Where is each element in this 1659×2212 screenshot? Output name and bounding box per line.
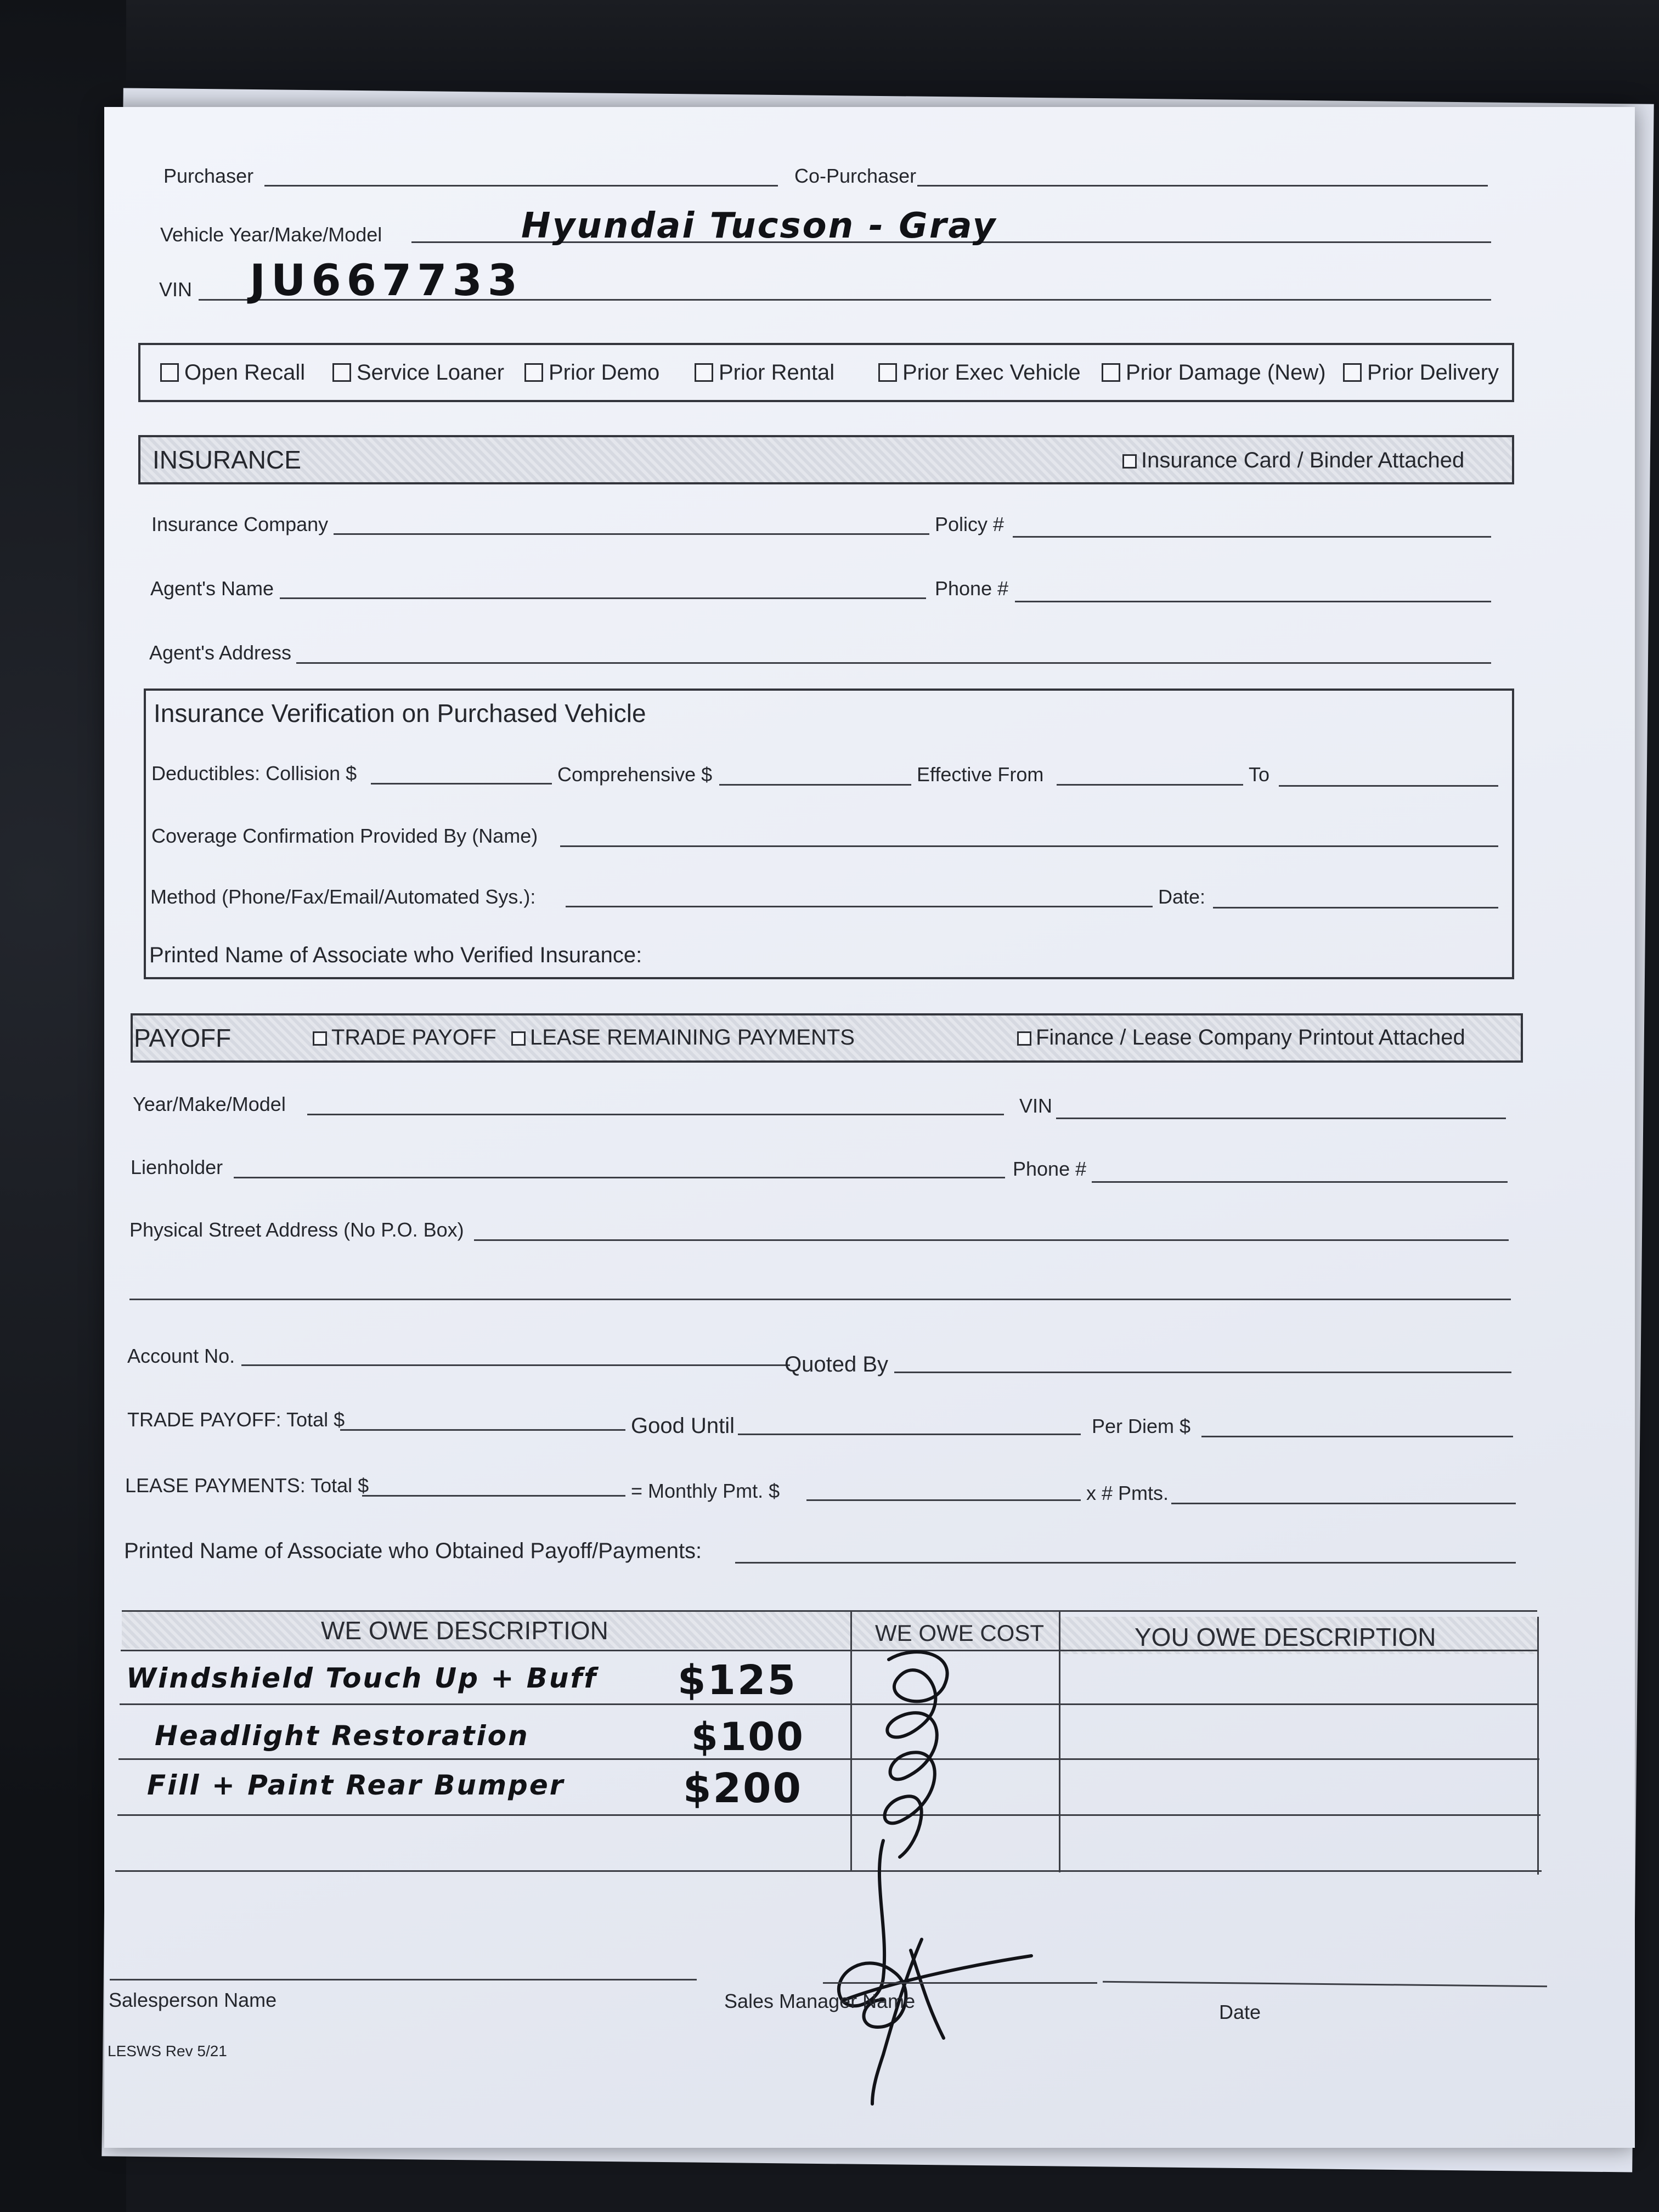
trade-payoff-checkbox[interactable]: TRADE PAYOFF [313, 1025, 496, 1050]
owe-row-1-description: Windshield Touch Up + Buff [126, 1662, 597, 1694]
per-diem-label: Per Diem $ [1092, 1415, 1191, 1437]
we-owe-description-header: WE OWE DESCRIPTION [321, 1616, 608, 1645]
method-label: Method (Phone/Fax/Email/Automated Sys.): [150, 885, 536, 908]
payoff-title: PAYOFF [134, 1024, 232, 1052]
lienholder-line[interactable] [234, 1177, 1005, 1178]
checkbox-icon[interactable] [313, 1031, 327, 1046]
agent-address-label: Agent's Address [149, 641, 292, 664]
verification-title: Insurance Verification on Purchased Vehicle [154, 699, 646, 727]
insurance-company-line[interactable] [334, 533, 929, 535]
agent-phone-label: Phone # [935, 577, 1009, 600]
insurance-company-label: Insurance Company [151, 513, 329, 535]
we-owe-cost-header: WE OWE COST [875, 1620, 1044, 1646]
lienholder-label: Lienholder [131, 1156, 223, 1178]
lease-total-line[interactable] [362, 1495, 625, 1497]
method-line[interactable] [566, 906, 1153, 907]
quoted-by-label: Quoted By [785, 1352, 889, 1376]
quoted-by-line[interactable] [894, 1372, 1511, 1373]
table-top-line [122, 1610, 1537, 1612]
lienholder-phone-line[interactable] [1092, 1181, 1508, 1183]
payoff-ymm-label: Year/Make/Model [133, 1093, 286, 1115]
per-diem-line[interactable] [1201, 1436, 1513, 1437]
you-owe-description-header: YOU OWE DESCRIPTION [1135, 1623, 1436, 1651]
verification-date-label: Date: [1158, 885, 1206, 908]
payoff-ymm-line[interactable] [307, 1114, 1004, 1115]
owe-row-2-description: Headlight Restoration [155, 1720, 529, 1752]
effective-from-line[interactable] [1057, 784, 1243, 786]
monthly-pmt-line[interactable] [806, 1499, 1081, 1501]
lease-remaining-checkbox[interactable]: LEASE REMAINING PAYMENTS [511, 1025, 855, 1050]
co-purchaser-label: Co-Purchaser [794, 165, 917, 187]
pmts-line[interactable] [1171, 1503, 1516, 1504]
checkbox-icon[interactable] [1102, 363, 1120, 382]
service-loaner-checkbox[interactable]: Service Loaner [332, 360, 504, 385]
vehicle-handwritten: Hyundai Tucson - Gray [521, 206, 997, 246]
coverage-label: Coverage Confirmation Provided By (Name) [151, 825, 538, 847]
owe-row-3-description: Fill + Paint Rear Bumper [147, 1769, 565, 1801]
comprehensive-line[interactable] [719, 784, 911, 786]
open-recall-checkbox[interactable]: Open Recall [160, 360, 305, 385]
lienholder-phone-label: Phone # [1013, 1158, 1087, 1180]
checkbox-icon[interactable] [524, 363, 543, 382]
we-owe-form [104, 107, 1635, 2148]
trade-total-line[interactable] [340, 1429, 625, 1431]
owe-row-1-cost: $125 [678, 1657, 797, 1704]
pmts-label: x # Pmts. [1086, 1482, 1169, 1504]
agent-name-label: Agent's Name [150, 577, 274, 600]
vehicle-status-checkboxes [138, 343, 1514, 402]
comprehensive-label: Comprehensive $ [557, 763, 713, 786]
street-address-line-2[interactable] [129, 1299, 1511, 1300]
checkbox-icon[interactable] [878, 363, 897, 382]
owe-row-3-cost: $200 [683, 1765, 803, 1812]
checkbox-icon[interactable] [1017, 1031, 1031, 1046]
checkbox-icon[interactable] [695, 363, 713, 382]
checkbox-icon[interactable] [511, 1031, 526, 1046]
policy-line[interactable] [1013, 536, 1491, 538]
lease-total-label: LEASE PAYMENTS: Total $ [125, 1474, 369, 1497]
insurance-verification-box [144, 689, 1514, 979]
form-revision: LESWS Rev 5/21 [108, 2042, 227, 2059]
insurance-header [138, 435, 1514, 484]
coverage-line[interactable] [560, 845, 1498, 847]
prior-delivery-checkbox[interactable]: Prior Delivery [1343, 360, 1499, 385]
to-line[interactable] [1279, 785, 1498, 787]
verified-associate-label: Printed Name of Associate who Verified Insurance: [149, 943, 642, 967]
to-label: To [1249, 763, 1270, 786]
checkbox-icon[interactable] [160, 363, 179, 382]
agent-name-line[interactable] [280, 597, 926, 599]
collision-line[interactable] [371, 783, 552, 785]
prior-exec-vehicle-checkbox[interactable]: Prior Exec Vehicle [878, 360, 1081, 385]
account-label: Account No. [127, 1345, 235, 1367]
owe-row-2-cost: $100 [691, 1714, 805, 1759]
printout-attached-checkbox[interactable]: Finance / Lease Company Printout Attached [1017, 1025, 1465, 1050]
street-address-line[interactable] [474, 1239, 1509, 1241]
monthly-pmt-label: = Monthly Pmt. $ [631, 1480, 780, 1502]
manager-line[interactable] [823, 1982, 1097, 1984]
salesperson-label: Salesperson Name [109, 1989, 277, 2011]
trade-total-label: TRADE PAYOFF: Total $ [127, 1408, 345, 1431]
agent-address-line[interactable] [296, 662, 1491, 664]
payoff-associate-line[interactable] [735, 1562, 1516, 1564]
co-purchaser-line[interactable] [917, 185, 1488, 187]
purchaser-label: Purchaser [163, 165, 254, 187]
footer-date-label: Date [1219, 2001, 1261, 2023]
date-line[interactable] [1103, 1981, 1547, 1987]
street-address-label: Physical Street Address (No P.O. Box) [129, 1218, 464, 1241]
agent-phone-line[interactable] [1015, 601, 1491, 602]
manager-label: Sales Manager Name [724, 1990, 916, 2012]
salesperson-line[interactable] [110, 1979, 697, 1980]
payoff-associate-label: Printed Name of Associate who Obtained Payoff/Payments: [124, 1539, 702, 1563]
collision-label: Deductibles: Collision $ [151, 762, 357, 785]
insurance-card-checkbox[interactable]: Insurance Card / Binder Attached [1122, 448, 1464, 473]
vin-label: VIN [159, 278, 193, 301]
good-until-line[interactable] [738, 1434, 1081, 1435]
prior-damage-checkbox[interactable]: Prior Damage (New) [1102, 360, 1326, 385]
account-line[interactable] [241, 1364, 790, 1366]
purchaser-line[interactable] [264, 185, 778, 187]
vin-handwritten: JU667733 [250, 256, 523, 306]
payoff-vin-line[interactable] [1056, 1118, 1506, 1119]
effective-from-label: Effective From [917, 763, 1044, 786]
table-col-line-3 [1537, 1617, 1539, 1875]
prior-demo-checkbox[interactable]: Prior Demo [524, 360, 659, 385]
good-until-label: Good Until [631, 1414, 735, 1438]
checkbox-icon[interactable] [332, 363, 351, 382]
policy-label: Policy # [935, 513, 1005, 535]
vehicle-label: Vehicle Year/Make/Model [160, 223, 382, 246]
checkbox-icon[interactable] [1122, 454, 1137, 469]
payoff-header [131, 1013, 1523, 1063]
manager-signature-scribble [779, 1621, 1130, 2131]
checkbox-icon[interactable] [1343, 363, 1362, 382]
insurance-title: INSURANCE [153, 445, 301, 474]
verification-date-line[interactable] [1213, 907, 1498, 909]
prior-rental-checkbox[interactable]: Prior Rental [695, 360, 834, 385]
payoff-vin-label: VIN [1019, 1094, 1053, 1117]
